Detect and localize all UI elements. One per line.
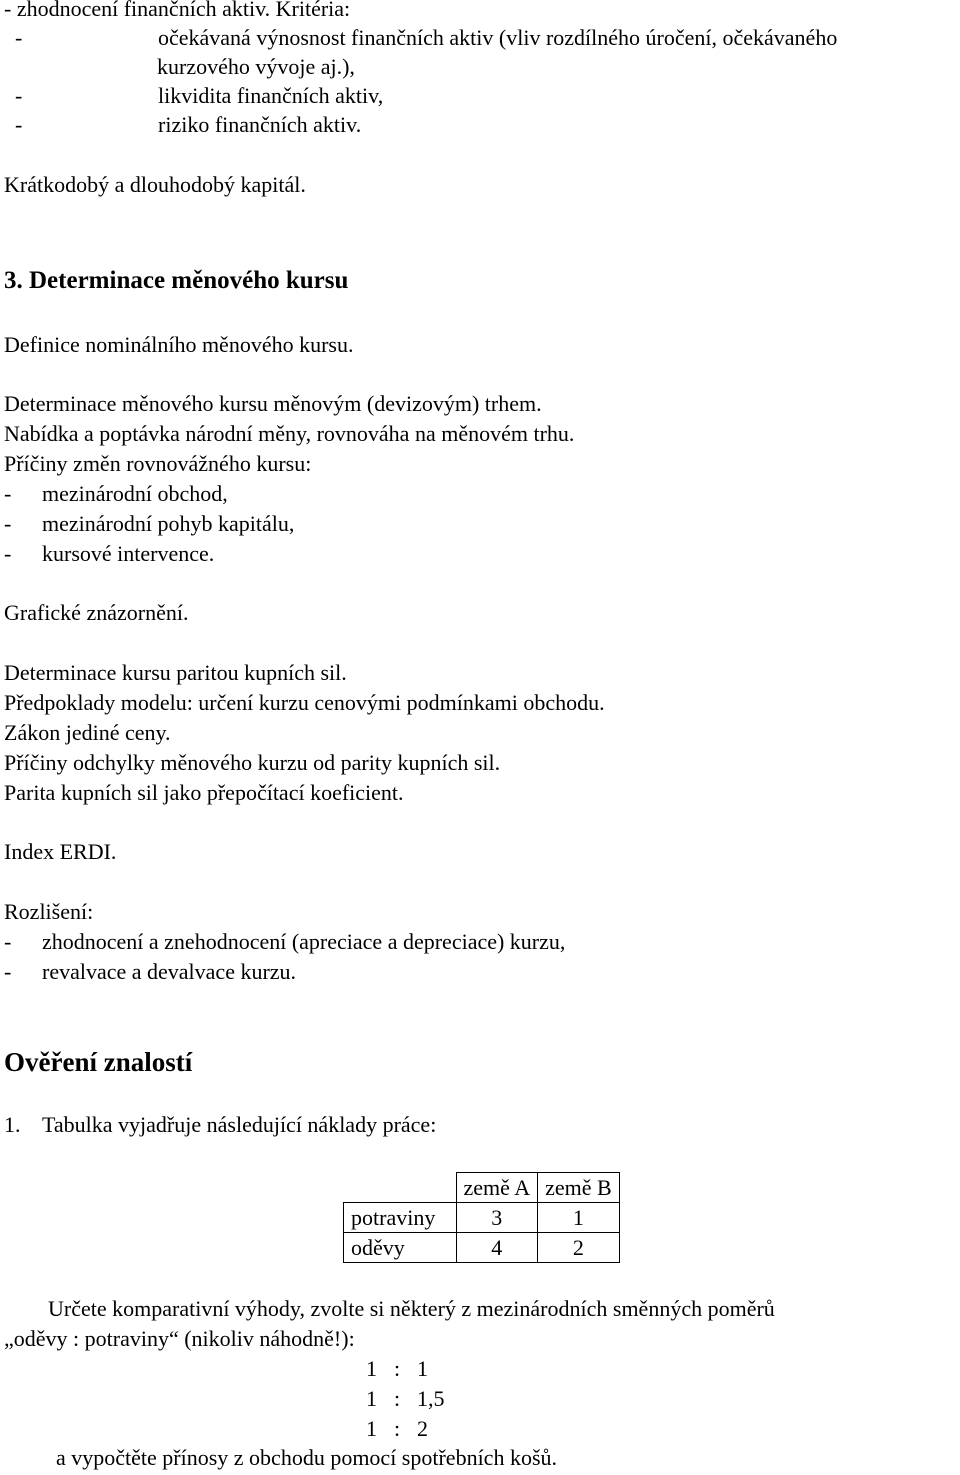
table-cell: 4 [456,1233,538,1263]
definition-line: Definice nominálního měnového kursu. [4,332,354,357]
criteria-item: - likvidita finančních aktiv, [4,83,384,108]
paragraph-line: Index ERDI. [4,839,117,864]
paragraph-line: Grafické znázornění. [4,600,189,625]
paragraph-line: Zákon jediné ceny. [4,720,171,745]
paragraph-line: Předpoklady modelu: určení kurzu cenovými podmínkami obchodu. [4,690,605,715]
table-row [344,1233,620,1263]
capital-line: Krátkodobý a dlouhodobý kapitál. [4,172,306,197]
instruction-line: „oděvy : potraviny“ (nikoliv náhodně!): [4,1326,355,1351]
table-row-label: oděvy [344,1233,457,1263]
section-heading: 3. Determinace měnového kursu [4,267,349,294]
table-row [344,1203,620,1233]
paragraph-line: Determinace měnového kursu měnovým (devizovým) trhem. [4,391,542,416]
table-cell: 1 [538,1203,620,1233]
criteria-intro: - zhodnocení finančních aktiv. Kritéria: [4,0,351,21]
paragraph-line: Příčiny odchylky měnového kurzu od parity kupních sil. [4,750,501,775]
table-header-cell: země B [538,1173,620,1203]
criteria-item: - riziko finančních aktiv. [4,112,362,137]
check-heading: Ověření znalostí [4,1047,193,1077]
cause-item: - mezinárodní obchod, [4,481,228,506]
table-cell: 3 [456,1203,538,1233]
table-row-label: potraviny [344,1203,457,1233]
ratio-line: 1 : 2 [366,1416,428,1441]
criteria-item: - očekávaná výnosnost finančních aktiv (vliv rozdílného úročení, očekávaného [4,25,838,50]
table-header-cell: země A [456,1173,538,1203]
paragraph-line: Determinace kursu paritou kupních sil. [4,660,347,685]
question-line: 1. Tabulka vyjadřuje následující náklady práce: [4,1112,437,1137]
ratio-line: 1 : 1,5 [366,1386,445,1411]
cause-item: - mezinárodní pohyb kapitálu, [4,511,295,536]
table-corner-cell [344,1173,457,1203]
distinction-item: - revalvace a devalvace kurzu. [4,959,297,984]
paragraph-line: Příčiny změn rovnovážného kursu: [4,451,312,476]
paragraph-line: Nabídka a poptávka národní měny, rovnováha na měnovém trhu. [4,421,575,446]
instruction-line: Určete komparativní výhody, zvolte si některý z mezinárodních směnných poměrů [48,1296,775,1321]
labor-cost-table [343,1172,620,1263]
final-instruction: a vypočtěte přínosy z obchodu pomocí spotřebních košů. [56,1445,558,1470]
distinction-item: - zhodnocení a znehodnocení (apreciace a depreciace) kurzu, [4,929,566,954]
cause-item: - kursové intervence. [4,541,215,566]
paragraph-line: Rozlišení: [4,899,94,924]
table-header-row [344,1173,620,1203]
table-cell: 2 [538,1233,620,1263]
paragraph-line: Parita kupních sil jako přepočítací koeficient. [4,780,404,805]
ratio-line: 1 : 1 [366,1356,428,1381]
criteria-item-continuation: kurzového vývoje aj.), [157,54,355,79]
